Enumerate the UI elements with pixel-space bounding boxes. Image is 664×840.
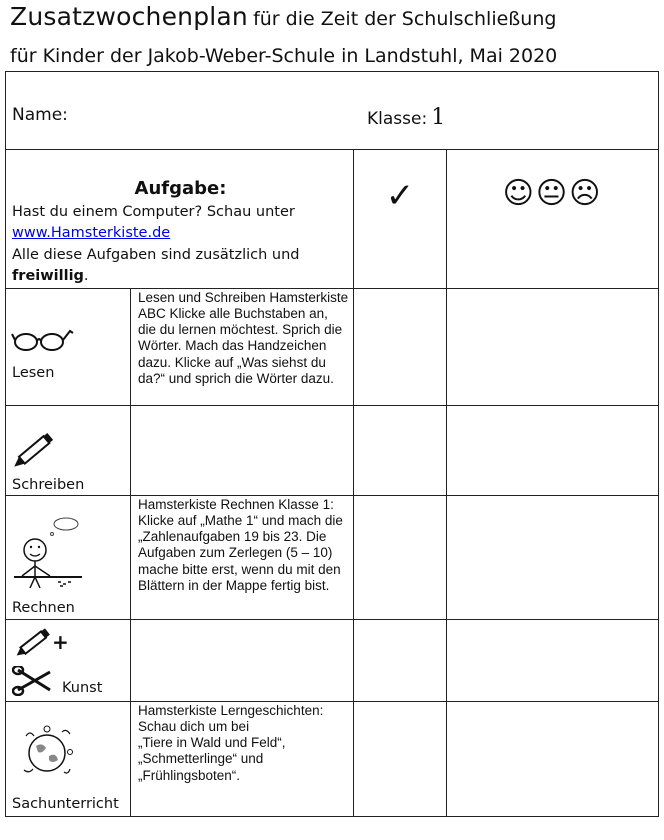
done-box-rechnen[interactable] bbox=[354, 495, 447, 619]
task-line: „Frühlingsboten“. bbox=[138, 767, 241, 783]
mood-column-header bbox=[447, 150, 659, 289]
task-description-sachunterricht bbox=[131, 701, 354, 816]
table-row-schreiben bbox=[6, 405, 659, 495]
name-label: Name: bbox=[12, 105, 68, 125]
plus-sign: + bbox=[52, 629, 69, 654]
page-title bbox=[10, 2, 556, 31]
done-box-lesen[interactable] bbox=[354, 288, 447, 405]
mood-box-kunst[interactable] bbox=[447, 619, 659, 701]
task-header-row bbox=[6, 150, 659, 289]
smiley-faces-icon: ☺😐☹ bbox=[502, 176, 603, 211]
task-title: Aufgabe: bbox=[134, 178, 227, 199]
mood-box-rechnen[interactable] bbox=[447, 495, 659, 619]
subject-cell-rechnen bbox=[6, 495, 131, 619]
task-line: „Schmetterlinge“ und bbox=[138, 751, 264, 767]
table-row-kunst bbox=[6, 619, 659, 701]
title-main: Zusatzwochenplan bbox=[10, 2, 248, 31]
mood-box-schreiben[interactable] bbox=[447, 405, 659, 495]
weekly-plan-table bbox=[5, 71, 659, 817]
class-value: 1 bbox=[431, 105, 446, 130]
task-line-1: Hast du einem Computer? Schau unter bbox=[12, 203, 295, 220]
task-line: Hamsterkiste Lerngeschichten: bbox=[138, 702, 324, 718]
task-line: Schau dich um bei bbox=[138, 718, 250, 734]
hamsterkiste-link[interactable]: www.Hamsterkiste.de bbox=[12, 225, 171, 241]
subject-cell-schreiben bbox=[6, 405, 131, 495]
task-description-schreiben bbox=[131, 405, 354, 495]
mood-box-lesen[interactable] bbox=[447, 288, 659, 405]
task-bold-word: freiwillig bbox=[12, 268, 84, 284]
subject-label-lesen: Lesen bbox=[12, 364, 55, 381]
table-row-lesen bbox=[6, 288, 659, 405]
checkmark-icon: ✓ bbox=[385, 176, 415, 216]
task-description-kunst bbox=[131, 619, 354, 701]
subject-label-schreiben: Schreiben bbox=[12, 476, 85, 493]
mood-box-sachunterricht[interactable] bbox=[447, 701, 659, 816]
page-subtitle: für Kinder der Jakob-Weber-Schule in Landstuhl, Mai 2020 bbox=[10, 45, 558, 67]
subject-label-kunst: Kunst bbox=[62, 679, 103, 696]
subject-cell-sachunterricht bbox=[6, 701, 131, 816]
task-line-3: Alle diese Aufgaben sind zusätzlich und bbox=[12, 246, 300, 263]
table-row-rechnen bbox=[6, 495, 659, 619]
thinking-child-icon bbox=[12, 514, 90, 594]
task-description-lesen: Lesen und Schreiben Hamsterkiste ABC Klicke alle Buchstaben an, die du lernen möchtest. Sprich die Wörter. Mach das Handzeichen dazu. Klicke auf „Was siehst du da?“ und sprich die Wörter dazu. bbox=[131, 288, 354, 405]
subject-label-rechnen: Rechnen bbox=[12, 599, 75, 616]
done-box-schreiben[interactable] bbox=[354, 405, 447, 495]
task-header-cell bbox=[6, 150, 354, 289]
name-row bbox=[6, 72, 659, 150]
done-box-kunst[interactable] bbox=[354, 619, 447, 701]
name-class-cell[interactable] bbox=[6, 72, 659, 150]
done-column-header bbox=[354, 150, 447, 289]
glasses-icon bbox=[10, 325, 76, 355]
class-label-text: Klasse: bbox=[367, 109, 428, 129]
scissors-icon bbox=[12, 666, 54, 696]
subject-cell-lesen bbox=[6, 288, 131, 405]
pencil-icon bbox=[14, 626, 54, 658]
table-row-sachunterricht bbox=[6, 701, 659, 816]
class-label bbox=[367, 105, 445, 130]
done-box-sachunterricht[interactable] bbox=[354, 701, 447, 816]
task-line: „Tiere in Wald und Feld“, bbox=[138, 735, 286, 751]
subject-cell-kunst bbox=[6, 619, 131, 701]
subject-label-sachunterricht: Sachunterricht bbox=[12, 795, 119, 812]
task-description-rechnen: Hamsterkiste Rechnen Klasse 1: Klicke auf „Mathe 1“ und mach die „Zahlenaufgaben 19 bis 23. Die Aufgaben zum Zerlegen (5 – 10) mache bitte erst, wenn du mit den Blättern in der Mappe fertig bist. bbox=[131, 495, 354, 619]
globe-icon bbox=[18, 724, 76, 782]
task-period: . bbox=[83, 268, 89, 284]
title-rest: für die Zeit der Schulschließung bbox=[253, 8, 557, 30]
pencil-icon bbox=[12, 428, 60, 470]
